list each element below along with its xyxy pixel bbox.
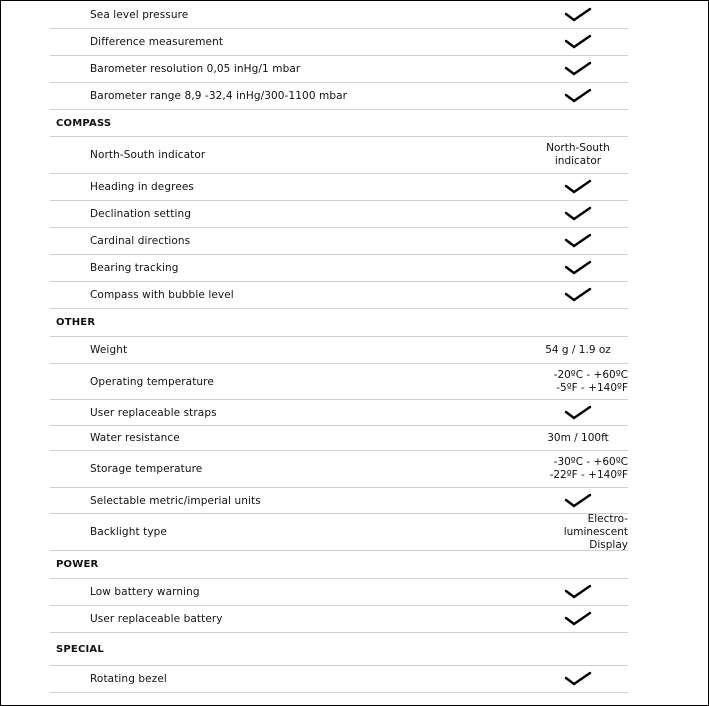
table-row [50,137,628,174]
feature-label: Low battery warning [90,586,200,598]
feature-value: 54 g / 1.9 oz [545,343,611,356]
table-row [50,426,628,451]
checkmark-icon [564,287,592,303]
checkmark-icon [564,61,592,77]
feature-value [528,666,628,692]
table-row [50,228,628,255]
table-row [50,83,628,110]
checkmark-icon [564,233,592,249]
feature-value: 30m / 100ft [547,431,609,444]
table-row [50,514,628,551]
section-title: SPECIAL [56,643,104,655]
feature-value [528,255,628,281]
feature-value: North-South indicator [546,142,610,167]
checkmark-icon [564,493,592,509]
checkmark-icon [564,7,592,23]
feature-value [528,56,628,82]
feature-label: Storage temperature [90,463,203,475]
feature-value [528,174,628,200]
feature-value: -30ºC - +60ºC -22ºF - +140ºF [549,456,628,481]
feature-label: Barometer range 8,9 -32,4 inHg/300-1100 mbar [90,90,348,102]
feature-label: Heading in degrees [90,181,195,193]
feature-label: User replaceable battery [90,613,223,625]
feature-value [528,83,628,109]
feature-value [528,488,628,513]
section-header-special [50,633,628,666]
checkmark-icon [564,34,592,50]
spec-table [50,1,628,693]
table-row [50,666,628,693]
feature-value [528,400,628,425]
table-row [50,56,628,83]
feature-label: Barometer resolution 0,05 inHg/1 mbar [90,63,301,75]
feature-label: User replaceable straps [90,406,217,419]
section-header-compass [50,110,628,137]
table-row [50,337,628,364]
table-row [50,29,628,56]
feature-value: Electro-luminescent Display [563,514,628,550]
feature-label: Water resistance [90,432,180,444]
checkmark-icon [564,179,592,195]
feature-value [528,579,628,605]
checkmark-icon [564,584,592,600]
table-row [50,174,628,201]
table-row [50,201,628,228]
feature-label: Cardinal directions [90,235,191,247]
feature-label: Backlight type [90,526,167,538]
checkmark-icon [564,611,592,627]
section-header-power [50,551,628,579]
table-row [50,1,628,29]
table-row [50,579,628,606]
checkmark-icon [564,671,592,687]
section-header-other [50,309,628,337]
table-row [50,606,628,633]
feature-label: Rotating bezel [90,673,167,685]
feature-label: North-South indicator [90,149,206,161]
table-row [50,255,628,282]
feature-label: Selectable metric/imperial units [90,494,261,507]
section-title: POWER [56,559,99,570]
feature-label: Weight [90,344,128,356]
table-row [50,488,628,514]
checkmark-icon [564,88,592,104]
table-row [50,400,628,426]
feature-value [528,201,628,227]
feature-value [528,29,628,55]
section-title: COMPASS [56,117,112,129]
feature-value [528,606,628,632]
feature-label: Bearing tracking [90,262,179,274]
table-row [50,451,628,488]
feature-value [528,1,628,28]
feature-value: -20ºC - +60ºC -5ºF - +140ºF [553,368,628,394]
feature-value [528,282,628,308]
feature-label: Compass with bubble level [90,289,234,301]
section-title: OTHER [56,317,96,328]
checkmark-icon [564,206,592,222]
feature-label: Difference measurement [90,36,224,48]
checkmark-icon [564,260,592,276]
feature-label: Operating temperature [90,375,214,388]
feature-value [528,228,628,254]
table-row [50,282,628,309]
table-row [50,364,628,400]
feature-label: Declination setting [90,208,191,220]
checkmark-icon [564,405,592,421]
feature-label: Sea level pressure [90,8,189,21]
